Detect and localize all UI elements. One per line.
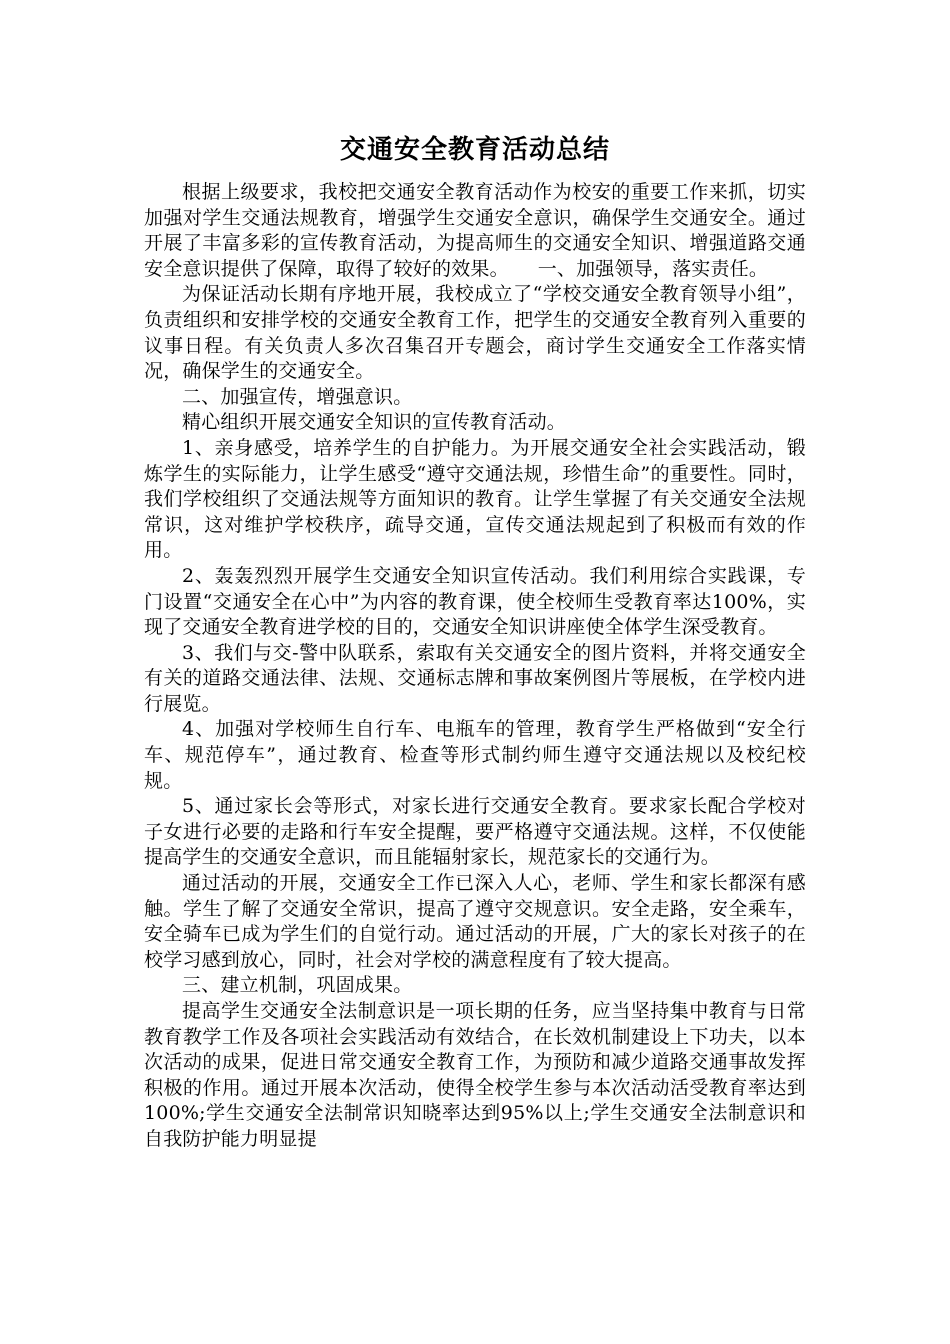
paragraph-item-4: 4、加强对学校师生自行车、电瓶车的管理，教育学生严格做到“安全行车、规范停车”，通过教育、检查等形式制约师生遵守交通法规以及校纪校规。 [144,718,806,792]
section-heading-mechanism: 三、建立机制，巩固成果。 [182,974,413,997]
paragraph-item-2: 2、轰轰烈烈开展学生交通安全知识宣传活动。我们利用综合实践课，专门设置“交通安全在心中”为内容的教育课，使全校师生受教育率达100%，实现了交通安全教育进学校的目的，交通安全知识讲座使全体学生深受教育。 [144,564,806,639]
section-heading-publicity: 二、加强宣传，增强意识。 [182,385,413,408]
paragraph-leadership: 为保证活动长期有序地开展，我校成立了“学校交通安全教育领导小组”，负责组织和安排学校的交通安全教育工作，把学生的交通安全教育列入重要的议事日程。有关负责人多次召集召开专题会，商讨学生交通安全工作落实情况，确保学生的交通安全。 [144,283,806,383]
paragraph-results: 通过活动的开展，交通安全工作已深入人心，老师、学生和家长都深有感触。学生了解了交通安全常识，提高了遵守交规意识。安全走路，安全乘车，安全骑车已成为学生们的自觉行动。通过活动的开展，广大的家长对孩子的在校学习感到放心，同时，社会对学校的满意程度有了较大提高。 [144,872,806,971]
paragraph-item-1: 1、亲身感受，培养学生的自护能力。为开展交通安全社会实践活动，锻炼学生的实际能力，让学生感受“遵守交通法规，珍惜生命”的重要性。同时，我们学校组织了交通法规等方面知识的教育。让学生掌握了有关交通安全法规常识，这对维护学校秩序，疏导交通，宣传交通法规起到了积极而有效的作用。 [144,436,806,562]
paragraph-item-5: 5、通过家长会等形式，对家长进行交通安全教育。要求家长配合学校对子女进行必要的走路和行车安全提醒，要严格遵守交通法规。这样，不仅使能提高学生的交通安全意识，而且能辐射家长，规范家长的交通行为。 [144,795,806,869]
paragraph-item-3: 3、我们与交-警中队联系，索取有关交通安全的图片资料，并将交通安全有关的道路交通法律、法规、交通标志牌和事故案例图片等展板，在学校内进行展览。 [144,641,806,715]
paragraph-intro: 根据上级要求，我校把交通安全教育活动作为校安的重要工作来抓，切实加强对学生交通法规教育，增强学生交通安全意识，确保学生交通安全。通过开展了丰富多彩的宣传教育活动，为提高师生的交通安全知识、增强道路交通安全意识提供了保障，取得了较好的效果。 一、加强领导，落实责任。 [144,181,806,280]
paragraph-publicity-intro: 精心组织开展交通安全知识的宣传教育活动。 [182,411,567,434]
document-title: 交通安全教育活动总结 [339,135,610,165]
document-page [144,128,806,1153]
paragraph-mechanism: 提高学生交通安全法制意识是一项长期的任务，应当坚持集中教育与日常教育教学工作及各项社会实践活动有效结合，在长效机制建设上下功夫，以本次活动的成果，促进日常交通安全教育工作，为预防和减少道路交通事故发挥积极的作用。通过开展本次活动，使得全校学生参与本次活动活受教育率达到100%;学生交通安全法制常识知晓率达到95%以上;学生交通安全法制意识和自我防护能力明显提 [144,1000,806,1150]
